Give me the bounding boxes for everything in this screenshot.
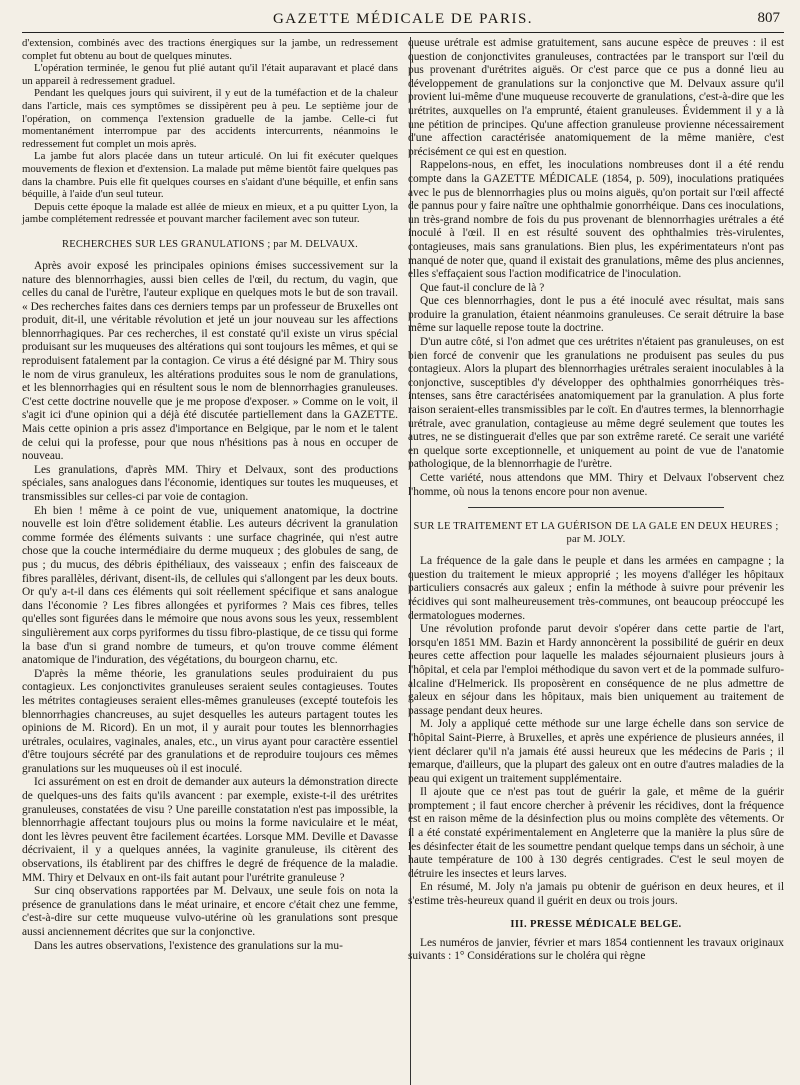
section-title-line: SUR LE TRAITEMENT ET LA GUÉRISON DE LA GALE EN DEUX HEURES ; — [413, 521, 779, 533]
paragraph: Pendant les quelques jours qui suivirent, il y eut de la tuméfaction et de la chaleur dans l'article, mais ces symptômes se dissipèrent peu à peu. Le septième jour de l'opération, on commença l'extension graduelle de la jambe. Celle-ci fut momentanément interrompue par des accidents intercurrents, néanmoins le redressement fut complet un mois après. — [22, 87, 398, 150]
section-title-granulations: RECHERCHES SUR LES GRANULATIONS ; par M. DELVAUX. — [62, 238, 358, 250]
paragraph: Cette variété, nous attendons que MM. Thiry et Delvaux l'observent chez l'homme, où nous la tenons encore pour non avenue. — [408, 472, 784, 498]
section-divider — [468, 507, 724, 508]
paragraph: Eh bien ! même à ce point de vue, uniquement anatomique, la doctrine nouvelle est loin d'être solidement établie. Les auteurs décrivent la granulation comme formée des éléments suivants : une surface chagrinée, qui n'est autre chose que la couche intermédiaire du derme muqueux ; des globules de sang, de pus ; du mucus, des débris épithéliaux, des vaisseaux ; enfin des faisceaux de fibres parallèles, dérivant, disent-ils, de cellules qui s'allongent par les deux bouts. Or qu'y a-t-il dans ces éléments qui soit réellement spécifique et sans analogue dans l'économie ? Les fibres allongées et pyriformes ? Mais ces fibres, telles qu'elles sont figurées dans le mémoire que nous avons sous les yeux, ressemblent singulièrement aux corps pyriformes du tissu fibro-plastique, de ce tissu qui forme la base d'un si grand nombre de tumeurs, et qu'on trouve comme élément anatomique de l'induration, des végétations, du bourgeon charnu, etc. — [22, 504, 398, 667]
paragraph: Ici assurément on est en droit de demander aux auteurs la démonstration directe de quelques-uns des faits qu'ils avancent : par exemple, existe-t-il des urétrites granuleuses, constatées de visu ? Une pareille constatation n'est pas impossible, la blennorrhagie affectant toujours plus ou moins la forme naviculaire et le méat, dont les lèvres peuvent être facilement écartées. Lorsque MM. Deville et Davasse décrivaient, il y a quelques années, la vaginite granuleuse, ils citèrent des observations, ils établirent par des chiffres le degré de fréquence de la maladie. MM. Thiry et Delvaux en ont-ils fait autant pour l'urétrite granuleuse ? — [22, 776, 398, 884]
paragraph: La fréquence de la gale dans le peuple et dans les armées en campagne ; la question du traitement le mieux approprié ; les moyens d'alléger les hôpitaux particuliers consacrés aux galeux ; enfin la méthode à suivre pour prévenir les récidives qui sont malheureusement très-communes, ont beaucoup préoccupé les dermatologues modernes. — [408, 555, 784, 622]
paragraph: Une révolution profonde parut devoir s'opérer dans cette partie de l'art, lorsqu'en 1851 MM. Bazin et Hardy annoncèrent la possibilité de guérir en deux heures cette affection pour laquelle les malades séjournaient plusieurs jours à l'hôpital, et cela par l'emploi méthodique du savon vert et de la pommade sulfuro-alcaline d'Helmerick. Ils proposèrent en conséquence de ne plus admettre de galeux en séjour dans les hôpitaux, mais bien uniquement au traitement de passage pendant deux heures. — [408, 623, 784, 717]
section-title-author: par M. JOLY. — [566, 534, 626, 546]
paragraph: d'extension, combinés avec des tractions énergiques sur la jambe, un redressement complet fut obtenu au bout de quelques minutes. — [22, 37, 398, 62]
paragraph: Dans les autres observations, l'existence des granulations sur la mu- — [34, 939, 343, 952]
paragraph: Les granulations, d'après MM. Thiry et Delvaux, sont des productions spéciales, sans analogues dans l'économie, identiques sur toutes les muqueuses, et transmissibles sur celles-ci par voie de contagion. — [22, 463, 398, 503]
paragraph: Les numéros de janvier, février et mars 1854 contiennent les travaux originaux suivants : 1° Considérations sur le choléra qui règne — [408, 936, 784, 963]
columns — [22, 37, 784, 964]
section-title-presse-belge: III. PRESSE MÉDICALE BELGE. — [510, 918, 682, 930]
paragraph: Sur cinq observations rapportées par M. Delvaux, une seule fois on nota la présence de granulations dans le méat urinaire, et encore c'était chez une femme, c'est-à-dire sur cette muqueuse vulvo-utérine où les granulations sont presque aussi anciennement décrites que sur la conjonctive. — [22, 885, 398, 938]
paragraph: Il ajoute que ce n'est pas tout de guérir la gale, et même de la guérir promptement ; il faut encore chercher à prévenir les récidives, dont la fréquence est en raison même de la désinfection plus ou moins complète des vêtements. Or il a été constaté expérimentalement en Angleterre que la manière la plus sûre de les désinfecter était de les soumettre pendant quelque temps dans un séchoir, à une haute température de 100 à 130 degrés centigrades. C'est le seul moyen de détruire les insectes et leurs larves. — [408, 786, 784, 880]
paragraph: D'un autre côté, si l'on admet que ces urétrites n'étaient pas granuleuses, on est bien forcé de convenir que les granulations ne produisent pas seules du pus contagieux. Alors la plupart des blennorrhagies urétrales seraient inoculables à la conjonctive, susceptibles d'y développer des ophthalmies gonorrhéiques très-intenses, sans être caractérisées anatomiquement par la granulation. A plus forte raison seraient-elles transmissibles par le coït. En d'autres termes, la blennorrhagie urétrale, avec granulation, contagieuse au même degré seulement que toutes les autres, ne se distinguerait d'elles que par son extrême rareté. Ce serait une variété en quelque sorte exceptionnelle, et uniquement au point de vue de l'anatomie pathologique, de la blennorrhagie de l'urètre. — [408, 336, 784, 471]
page-number: 807 — [757, 10, 780, 26]
right-column — [408, 37, 784, 964]
paragraph: Que faut-il conclure de là ? — [420, 281, 545, 294]
section-title-gale — [408, 520, 784, 546]
paragraph: La jambe fut alors placée dans un tuteur articulé. On lui fit exécuter quelques mouvements de flexion et d'extension. La malade put même bientôt faire quelques pas dans la chambre. Puis elle fit quelques courses en s'aidant d'une béquille, et enfin sans béquille, à l'aide d'un seul tuteur. — [22, 150, 398, 201]
paragraph: En résumé, M. Joly n'a jamais pu obtenir de guérison en deux heures, et il s'estime très-heureux quand il guérit en deux ou trois jours. — [408, 881, 784, 908]
left-column — [22, 37, 398, 964]
paragraph: Rappelons-nous, en effet, les inoculations nombreuses dont il a été rendu compte dans la GAZETTE MÉDICALE (1854, p. 509), inoculations pratiquées avec le pus de blennorrhagies plus ou moins aiguës, qu'on portait sur l'œil affecté de pannus pour y faire naître une ophthalmie gonorrhéique. Dans ces inoculations, un très-grand nombre de fois du pus provenant de blennorrhagies urétrales a été inoculé à l'œil. Il en est résulté souvent des ophthalmies très-virulentes, contagieuses, mais sans granulations. Bien plus, les expérimentateurs n'ont pas manqué de noter que, quand il existait des granulations, même des plus anciennes, elles s'effaçaient sous l'action modificatrice de l'inoculation. — [408, 159, 784, 281]
paragraph: Depuis cette époque la malade est allée de mieux en mieux, et a pu quitter Lyon, la jambe complétement redressée et pouvant marcher facilement avec son tuteur. — [22, 200, 398, 226]
paragraph: L'opération terminée, le genou fut plié autant qu'il l'était auparavant et placé dans un appareil à redressement graduel. — [22, 62, 398, 87]
paragraph: queuse urétrale est admise gratuitement, sans aucune espèce de preuves : il est question de conjonctivites granuleuses, contractées par le transport sur l'œil du pus provenant d'urétrites aiguës. Or c'est parce que ce pus a donné lieu au développement de granulations sur la conjonctive que M. Delvaux assure qu'il provient lui-même d'une muqueuse recouverte de granulations, c'est-à-dire que les urétrites, auxquelles on l'a emprunté, étaient granuleuses. Évidemment il y a là une pétition de principes. Qu'une affection granuleuse provienne nécessairement d'une affection caractérisée anatomiquement de la même manière, c'est précisément ce qui est en question. — [408, 37, 784, 158]
paragraph: Après avoir exposé les principales opinions émises successivement sur la nature des blennorrhagies, aussi bien celles de l'œil, du rectum, du vagin, que celles du canal de l'urètre, l'auteur explique en quelques mots le but de son travail. « Des recherches faites dans ces derniers temps par un professeur de Bruxelles ont produit, dit-il, une véritable révolution et jeté un jour nouveau sur les affections blennorrhagiques. Par ces recherches, il est constaté qu'il existe un virus spécial produisant sur les muqueuses des altérations qui sont toujours les mêmes, et qui se reproduisent fatalement par la contagion. Ce virus a été désigné par M. Thiry sous le nom de virus granuleux, les altérations produites sous le nom de granulations, et les blennorrhagies qui en résultent sous le nom de blennorrhagies granuleuses. C'est cette doctrine nouvelle que je me propose d'exposer. » Comme on le voit, il s'agit ici d'une opinion qui a déjà été discutée partiellement dans la GAZETTE. Mais cette opinion a pris assez d'importance en Belgique, par le nom et le talent de celui qui la professe, pour que nous n'hésitions pas à nous en occuper de nouveau. — [22, 259, 398, 463]
paragraph: D'après la même théorie, les granulations seules produiraient du pus contagieux. Les conjonctivites granuleuses seraient seules contagieuses. Toutes les métrites contagieuses seraient elles-mêmes granuleuses (excepté toutefois les blennorrhagies chancreuses, au sujet desquelles les auteurs partagent toutes les opinions de M. Ricord). En un mot, il y aurait pour toutes les blennorrhagies urétrales, oculaires, vaginales, anales, etc., un virus ayant pour caractère essentiel d'être toujours sécrété par des granulations et de reproduire toujours ces mêmes granulations sur les muqueuses où il est inoculé. — [22, 667, 398, 775]
journal-title: GAZETTE MÉDICALE DE PARIS. — [272, 11, 534, 27]
page-header — [22, 10, 784, 33]
paragraph: Que ces blennorrhagies, dont le pus a été inoculé avec résultat, mais sans produire la granulation, étaient néanmoins granuleuses. Ce serait détruire la base même sur laquelle repose toute la doctrine. — [408, 295, 784, 335]
paragraph: M. Joly a appliqué cette méthode sur une large échelle dans son service de l'hôpital Saint-Pierre, à Bruxelles, et après une expérience de plusieurs années, il vient déclarer qu'il n'a jamais été aussi heureux que les médecins de Paris ; il remarque, d'ailleurs, que la plupart des galeux ont en outre d'autres maladies de la peau qui exigent un traitement supplémentaire. — [408, 718, 784, 785]
